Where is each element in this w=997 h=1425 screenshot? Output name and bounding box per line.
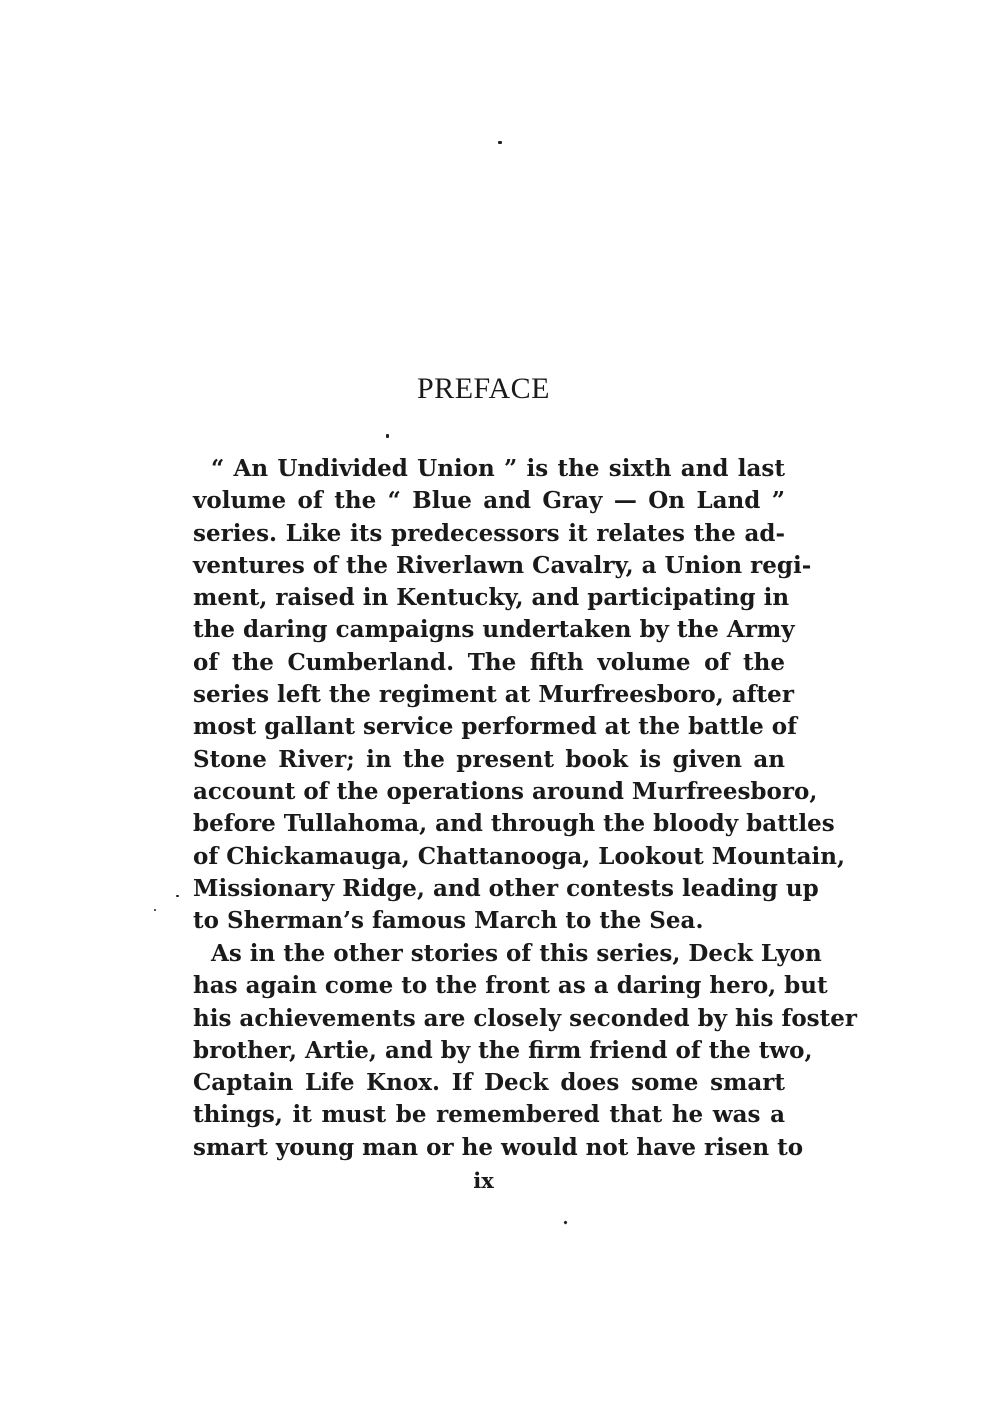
text-line: volume of the “ Blue and Gray — On Land ” (193, 487, 785, 515)
text-line: ventures of the Riverlawn Cavalry, a Union regi- (193, 551, 812, 579)
paragraph-2 (193, 938, 858, 1164)
text-line: the daring campaigns undertaken by the Army (193, 616, 795, 644)
text-line: to Sherman’s famous March to the Sea. (193, 907, 704, 935)
text-line: ment, raised in Kentucky, and participating in (193, 584, 790, 612)
text-line: most gallant service performed at the battle of (193, 713, 798, 741)
text-line: of Chickamauga, Chattanooga, Lookout Mountain, (193, 842, 846, 870)
scan-speck (563, 1220, 567, 1224)
text-line: before Tullahoma, and through the bloody battles (193, 810, 835, 838)
text-line: his achievements are closely seconded by his foster (193, 1004, 858, 1032)
text-line: As in the other stories of this series, Deck Lyon (211, 940, 822, 967)
text-line: Missionary Ridge, and other contests leading up (193, 874, 819, 902)
scan-speck (176, 895, 179, 897)
scan-speck (154, 909, 156, 911)
page-title: PREFACE (417, 372, 550, 405)
text-line: brother, Artie, and by the firm friend of the two, (193, 1036, 813, 1064)
scan-speck (386, 434, 389, 438)
text-line: Stone River; in the present book is given an (193, 745, 785, 773)
text-line: has again come to the front as a daring hero, but (193, 972, 828, 1000)
text-line: smart young man or he would not have risen to (193, 1133, 804, 1161)
text-line: things, it must be remembered that he was a (193, 1101, 785, 1129)
scan-speck (498, 141, 502, 144)
text-line: Captain Life Knox. If Deck does some smart (193, 1069, 785, 1097)
text-line: series. Like its predecessors it relates the ad- (193, 519, 785, 547)
text-line: series left the regiment at Murfreesboro, after (193, 681, 794, 709)
text-line: “ An Undivided Union ” is the sixth and last (211, 455, 785, 482)
text-line: account of the operations around Murfreesboro, (193, 777, 818, 805)
text-line: of the Cumberland. The fifth volume of the (193, 648, 785, 676)
page-number: ix (473, 1168, 494, 1193)
paragraph-1 (193, 453, 846, 937)
